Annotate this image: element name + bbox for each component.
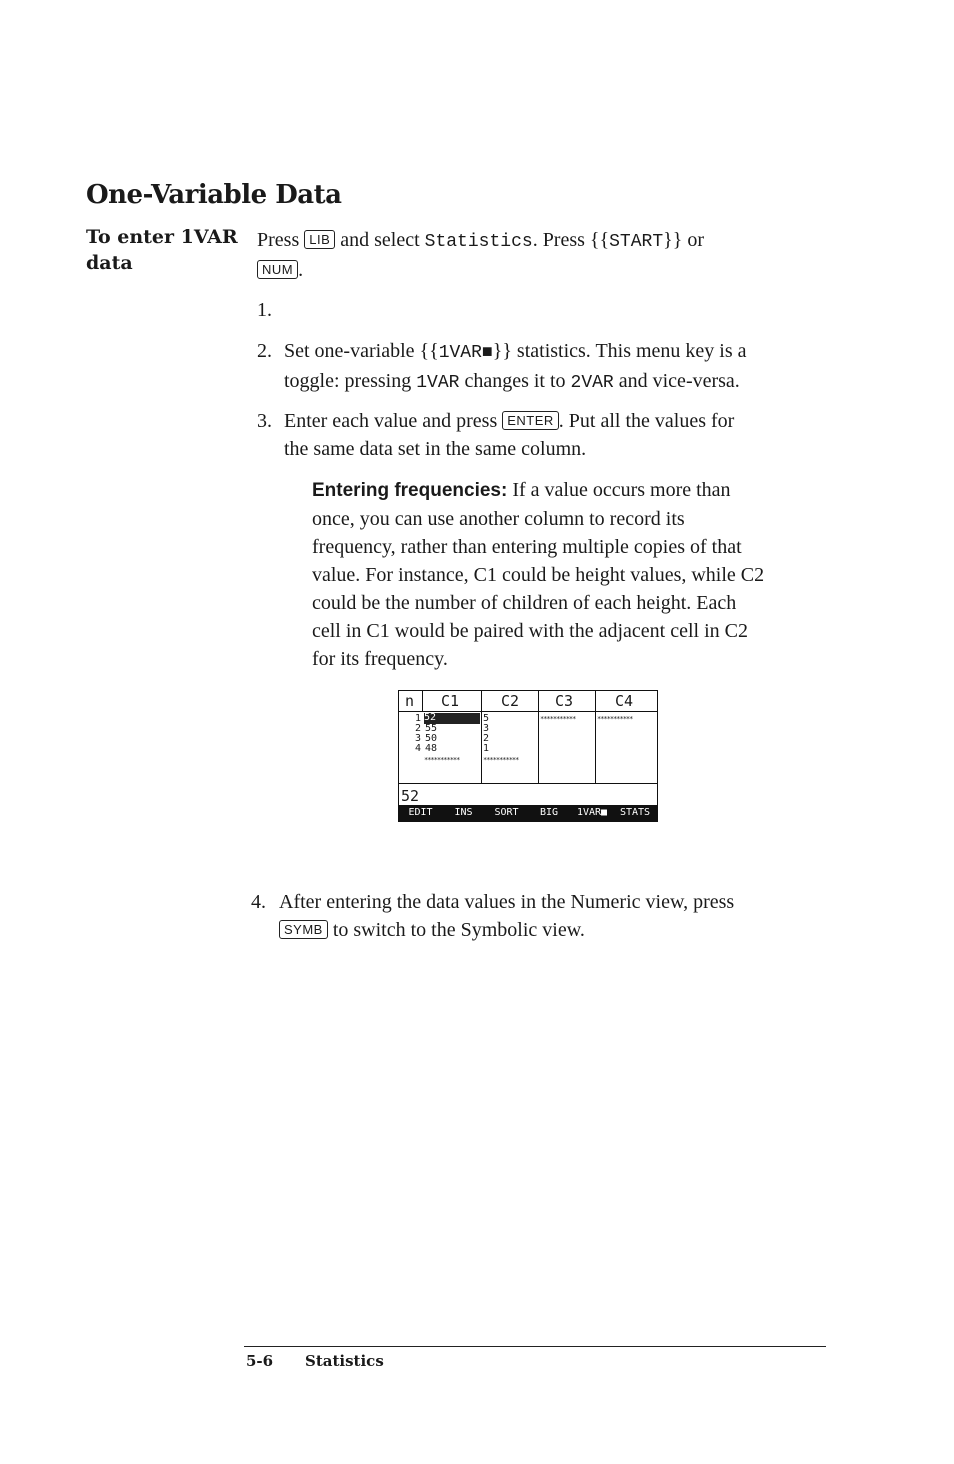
step-2-span: Set one-variable {{ xyxy=(284,340,439,362)
1var-code: 1VAR■ xyxy=(438,343,493,363)
page-number: 5-6 xyxy=(246,1352,274,1370)
c2-end-marker: *********** xyxy=(483,756,519,764)
step-3-number: 3. xyxy=(257,410,272,432)
column-divider xyxy=(538,691,539,783)
softkey-ins[interactable]: INS xyxy=(454,807,473,818)
calculator-screen xyxy=(398,690,658,822)
edit-line: 52 xyxy=(401,787,420,805)
step-2-span: toggle: pressing xyxy=(284,370,412,392)
enter-key: ENTER xyxy=(502,411,559,430)
footer-section: Statistics xyxy=(305,1352,384,1370)
softkey-sort[interactable]: SORT xyxy=(494,807,519,818)
num-key: NUM xyxy=(257,260,298,279)
row-number: 1 xyxy=(414,713,421,724)
step-2-text xyxy=(284,337,844,397)
2var-code: 2VAR xyxy=(570,373,614,393)
edit-line-rule xyxy=(399,783,657,784)
column-divider xyxy=(595,691,596,783)
softkey-bar xyxy=(399,805,657,821)
step-2-span: changes it to xyxy=(464,370,566,392)
step-3-text xyxy=(284,407,844,463)
column-divider xyxy=(422,691,423,711)
c1-cell[interactable]: 48 xyxy=(425,743,438,754)
frequencies-heading: Entering frequencies: xyxy=(312,480,508,501)
statistics-code: Statistics xyxy=(424,232,533,252)
softkey-edit[interactable]: EDIT xyxy=(408,807,433,818)
header-n: n xyxy=(405,692,415,710)
step-3-span: the same data set in the same column. xyxy=(284,438,587,460)
c2-cell[interactable]: 1 xyxy=(483,743,490,754)
screen-header xyxy=(399,691,657,712)
step-2-span: and vice-versa. xyxy=(618,370,740,392)
start-code: START xyxy=(609,232,664,252)
frequencies-line: If a value occurs more than xyxy=(507,479,731,501)
c4-end-marker: *********** xyxy=(597,715,633,723)
step-4-span: After entering the data values in the Numeric view, press xyxy=(279,891,735,913)
frequencies-line: could be the number of children of each height. Each xyxy=(312,592,737,614)
intro-text: . xyxy=(298,259,304,281)
column-divider xyxy=(481,691,482,783)
frequencies-line: frequency, rather than entering multiple copies of that xyxy=(312,536,742,558)
row-number: 4 xyxy=(414,743,421,754)
c1-cell[interactable]: 50 xyxy=(425,733,438,744)
c1-cell-selected[interactable]: 52 xyxy=(424,713,480,724)
softkey-big[interactable]: BIG xyxy=(539,807,559,818)
step-4-span: to switch to the Symbolic view. xyxy=(332,919,585,941)
frequencies-line: once, you can use another column to record its xyxy=(312,508,685,530)
frequencies-note xyxy=(312,476,852,673)
header-c3: C3 xyxy=(555,692,574,710)
frequencies-line: cell in C1 would be paired with the adjacent cell in C2 xyxy=(312,620,748,642)
section-title: One-Variable Data xyxy=(86,180,342,210)
intro-text: . Press {{ xyxy=(532,229,610,251)
c2-cell[interactable]: 5 xyxy=(483,713,490,724)
lib-key: LIB xyxy=(304,230,335,249)
header-c2: C2 xyxy=(501,692,520,710)
frequencies-line: for its frequency. xyxy=(312,648,448,670)
frequencies-line: value. For instance, C1 could be height values, while C2 xyxy=(312,564,765,586)
intro-text: Press xyxy=(257,229,300,251)
side-heading: To enter 1VAR data xyxy=(86,226,238,274)
softkey-stats[interactable]: STATS xyxy=(619,807,651,818)
symb-key: SYMB xyxy=(279,920,328,939)
row-number: 2 xyxy=(414,723,421,734)
c1-cell[interactable]: 55 xyxy=(425,723,438,734)
step-4-text xyxy=(279,888,839,944)
c3-end-marker: *********** xyxy=(540,715,576,723)
row-number: 3 xyxy=(414,733,421,744)
step-2-number: 2. xyxy=(257,340,272,362)
c1-end-marker: *********** xyxy=(424,756,460,764)
intro-text: and select xyxy=(340,229,420,251)
footer-rule xyxy=(244,1346,826,1347)
step-3-span: Enter each value and press xyxy=(284,410,498,432)
c2-cell[interactable]: 3 xyxy=(483,723,490,734)
step-3-span: . Put all the values for xyxy=(558,410,735,432)
header-c1: C1 xyxy=(441,692,460,710)
1var-code: 1VAR xyxy=(416,373,460,393)
header-c4: C4 xyxy=(615,692,634,710)
intro-text: }} or xyxy=(663,229,704,251)
softkey-1var[interactable]: 1VAR■ xyxy=(576,807,608,818)
step-2-span: }} statistics. This menu key is a xyxy=(492,340,747,362)
step-1-number: 1. xyxy=(257,299,272,321)
step-4-number: 4. xyxy=(251,891,266,913)
intro-paragraph xyxy=(257,226,857,284)
c2-cell[interactable]: 2 xyxy=(483,733,490,744)
